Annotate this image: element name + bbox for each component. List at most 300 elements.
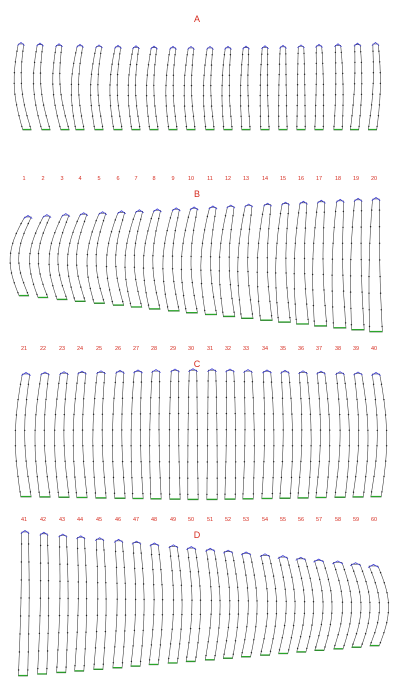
landmark-dot [342, 259, 343, 260]
shape-outline [260, 47, 269, 130]
landmark-dot [322, 258, 323, 259]
landmark-dot [28, 633, 29, 634]
landmark-dot [356, 633, 357, 634]
landmark-dot [135, 95, 136, 96]
landmark-dot [350, 275, 351, 276]
landmark-dot [248, 64, 249, 65]
landmark-dot [347, 476, 348, 477]
landmark-dot [20, 597, 21, 598]
landmark-dot [24, 430, 25, 431]
landmark-dot [381, 491, 382, 492]
landmark-dot [194, 295, 195, 296]
landmark-dot [341, 62, 342, 63]
landmark-dot [313, 601, 314, 602]
landmark-dot [316, 63, 317, 64]
landmark-dot [152, 267, 153, 268]
landmark-dot [301, 429, 302, 430]
landmark-dot [142, 568, 143, 569]
landmark-dot [297, 95, 298, 96]
landmark-dot [193, 116, 194, 117]
landmark-dot [210, 75, 211, 76]
landmark-dot [133, 219, 134, 220]
landmark-dot [15, 445, 16, 446]
landmark-dot [149, 445, 150, 446]
shape-number: 40 [370, 346, 378, 352]
shape-outline [34, 45, 51, 130]
landmark-dot [342, 275, 343, 276]
shape-outline [150, 371, 162, 499]
landmark-dot [94, 664, 95, 665]
shape-outline [262, 372, 274, 499]
landmark-dot [249, 229, 250, 230]
landmark-dot [152, 255, 153, 256]
landmark-dot [128, 95, 129, 96]
landmark-dot [186, 126, 187, 127]
panel-a-label: A [193, 14, 201, 24]
landmark-dot [213, 296, 214, 297]
landmark-dot [131, 54, 132, 55]
landmark-dot [66, 383, 67, 384]
landmark-dot [368, 126, 369, 127]
landmark-dot [278, 126, 279, 127]
landmark-dot [18, 253, 19, 254]
landmark-dot [222, 105, 223, 106]
landmark-dot [113, 53, 114, 54]
landmark-dot [48, 562, 49, 563]
landmark-dot [185, 116, 186, 117]
shape-number: 39 [352, 346, 360, 352]
landmark-dot [323, 126, 324, 127]
landmark-dot [342, 73, 343, 74]
landmark-dot [158, 659, 159, 660]
landmark-dot [40, 243, 41, 244]
landmark-dot [342, 612, 343, 613]
landmark-dot [25, 414, 26, 415]
landmark-dot [39, 615, 40, 616]
landmark-dot [160, 569, 161, 570]
landmark-dot [79, 105, 80, 106]
landmark-dot [294, 273, 295, 274]
shape-number: 1 [22, 176, 26, 182]
landmark-dot [65, 666, 66, 667]
landmark-dot [201, 256, 202, 257]
landmark-dot [388, 612, 389, 613]
landmark-dot [276, 243, 277, 244]
landmark-dot [288, 564, 289, 565]
landmark-dot [280, 213, 281, 214]
landmark-dot [162, 599, 163, 600]
landmark-dot [66, 649, 67, 650]
landmark-dot [328, 414, 329, 415]
landmark-dot [275, 626, 276, 627]
landmark-dot [341, 52, 342, 53]
landmark-dot [195, 217, 196, 218]
landmark-dot [312, 274, 313, 275]
landmark-dot [211, 105, 212, 106]
landmark-dot [313, 243, 314, 244]
landmark-dot [105, 598, 106, 599]
shape-outline [147, 48, 159, 130]
landmark-dot [40, 126, 41, 127]
landmark-dot [184, 105, 185, 106]
landmark-dot [338, 461, 339, 462]
landmark-dot [267, 95, 268, 96]
landmark-dot [173, 64, 174, 65]
landmark-dot [225, 560, 226, 561]
shape-outline [110, 47, 122, 130]
landmark-dot [315, 115, 316, 116]
landmark-dot [267, 74, 268, 75]
landmark-dot [264, 575, 265, 576]
landmark-dot [273, 429, 274, 430]
landmark-dot [235, 461, 236, 462]
landmark-dot [244, 461, 245, 462]
landmark-dot [131, 429, 132, 430]
landmark-dot [276, 302, 277, 303]
landmark-dot [181, 599, 182, 600]
landmark-dot [188, 642, 189, 643]
shape-outline [131, 372, 143, 499]
landmark-dot [272, 477, 273, 478]
landmark-dot [304, 63, 305, 64]
landmark-dot [202, 243, 203, 244]
landmark-dot [36, 294, 37, 295]
landmark-dot [240, 105, 241, 106]
landmark-dot [149, 461, 150, 462]
shape-outline [75, 537, 87, 671]
landmark-dot [320, 445, 321, 446]
landmark-dot [104, 477, 105, 478]
landmark-dot [211, 243, 212, 244]
landmark-dot [357, 461, 358, 462]
landmark-dot [40, 83, 41, 84]
landmark-dot [77, 615, 78, 616]
landmark-dot [257, 257, 258, 258]
landmark-dot [252, 381, 253, 382]
landmark-dot [93, 299, 94, 300]
landmark-dot [28, 561, 29, 562]
landmark-dot [220, 298, 221, 299]
shape-outline [225, 371, 236, 500]
landmark-dot [305, 227, 306, 228]
landmark-dot [103, 299, 104, 300]
landmark-dot [68, 126, 69, 127]
landmark-dot [363, 324, 364, 325]
landmark-dot [326, 492, 327, 493]
landmark-dot [59, 598, 60, 599]
shape-outline [10, 217, 31, 296]
landmark-dot [115, 266, 116, 267]
landmark-dot [173, 599, 174, 600]
landmark-dot [69, 243, 70, 244]
landmark-dot [222, 75, 223, 76]
landmark-dot [97, 277, 98, 278]
landmark-dot [304, 243, 305, 244]
landmark-dot [254, 461, 255, 462]
landmark-dot [192, 54, 193, 55]
shape-outline [313, 202, 327, 326]
landmark-dot [340, 623, 341, 624]
landmark-dot [143, 583, 144, 584]
landmark-dot [28, 543, 29, 544]
landmark-dot [219, 256, 220, 257]
landmark-dot [230, 284, 231, 285]
landmark-dot [85, 565, 86, 566]
landmark-dot [102, 398, 103, 399]
landmark-dot [26, 399, 27, 400]
landmark-dot [73, 461, 74, 462]
landmark-dot [140, 303, 141, 304]
landmark-dot [339, 414, 340, 415]
landmark-dot [89, 243, 90, 244]
landmark-dot [134, 630, 135, 631]
landmark-dot [337, 476, 338, 477]
landmark-dot [379, 276, 380, 277]
landmark-dot [54, 445, 55, 446]
landmark-dot [158, 413, 159, 414]
landmark-dot [225, 477, 226, 478]
landmark-dot [342, 94, 343, 95]
landmark-dot [111, 63, 112, 64]
landmark-dot [235, 413, 236, 414]
landmark-dot [128, 105, 129, 106]
landmark-dot [91, 105, 92, 106]
landmark-dot [368, 293, 369, 294]
shape-outline [107, 212, 125, 305]
landmark-dot [225, 461, 226, 462]
shape-outline [276, 204, 291, 323]
landmark-dot [153, 243, 154, 244]
landmark-dot [381, 384, 382, 385]
landmark-dot [20, 243, 21, 244]
landmark-dot [161, 629, 162, 630]
landmark-dot [240, 74, 241, 75]
landmark-dot [87, 277, 88, 278]
shape-number: 34 [261, 346, 269, 352]
landmark-dot [153, 85, 154, 86]
landmark-dot [297, 105, 298, 106]
landmark-dot [291, 413, 292, 414]
landmark-dot [319, 461, 320, 462]
shape-number: 3 [60, 176, 64, 182]
landmark-dot [172, 629, 173, 630]
landmark-dot [164, 243, 165, 244]
shape-number: 49 [169, 517, 177, 523]
landmark-dot [103, 664, 104, 665]
landmark-dot [386, 430, 387, 431]
landmark-dot [73, 445, 74, 446]
landmark-dot [18, 669, 19, 670]
landmark-dot [304, 74, 305, 75]
landmark-dot [53, 62, 54, 63]
landmark-dot [242, 493, 243, 494]
landmark-dot [273, 413, 274, 414]
landmark-dot [124, 630, 125, 631]
landmark-dot [379, 259, 380, 260]
shape-number: 60 [370, 517, 378, 523]
landmark-dot [107, 278, 108, 279]
landmark-dot [384, 582, 385, 583]
landmark-dot [285, 258, 286, 259]
landmark-dot [335, 73, 336, 74]
shape-number: 27 [132, 346, 140, 352]
landmark-dot [248, 285, 249, 286]
landmark-dot [275, 287, 276, 288]
landmark-dot [232, 215, 233, 216]
shape-number: 26 [114, 346, 122, 352]
landmark-dot [96, 220, 97, 221]
landmark-dot [286, 105, 287, 106]
landmark-dot [310, 445, 311, 446]
landmark-dot [202, 296, 203, 297]
landmark-dot [310, 578, 311, 579]
landmark-dot [153, 599, 154, 600]
landmark-dot [10, 253, 11, 254]
landmark-dot [278, 228, 279, 229]
landmark-dot [342, 243, 343, 244]
landmark-dot [249, 116, 250, 117]
landmark-dot [376, 126, 377, 127]
landmark-dot [45, 399, 46, 400]
landmark-dot [54, 105, 55, 106]
landmark-dot [52, 73, 53, 74]
landmark-dot [30, 491, 31, 492]
landmark-dot [310, 461, 311, 462]
landmark-dot [210, 586, 211, 587]
landmark-dot [361, 72, 362, 73]
landmark-dot [177, 217, 178, 218]
landmark-dot [203, 75, 204, 76]
landmark-dot [283, 577, 284, 578]
landmark-dot [135, 599, 136, 600]
landmark-dot [250, 299, 251, 300]
landmark-dot [376, 445, 377, 446]
landmark-dot [229, 613, 230, 614]
landmark-dot [331, 613, 332, 614]
landmark-dot [370, 226, 371, 227]
landmark-dot [258, 243, 259, 244]
landmark-dot [27, 476, 28, 477]
landmark-dot [159, 304, 160, 305]
landmark-dot [304, 95, 305, 96]
panel-b-numbers [21, 346, 377, 352]
shape-outline [55, 373, 70, 497]
landmark-dot [59, 546, 60, 547]
landmark-dot [358, 445, 359, 446]
landmark-dot [353, 571, 354, 572]
landmark-dot [347, 580, 348, 581]
landmark-dot [348, 461, 349, 462]
landmark-dot [92, 63, 93, 64]
landmark-dot [122, 662, 123, 663]
landmark-dot [56, 398, 57, 399]
landmark-dot [313, 613, 314, 614]
shape-outline [201, 208, 217, 315]
landmark-dot [155, 230, 156, 231]
landmark-dot [247, 587, 248, 588]
landmark-dot [179, 477, 180, 478]
landmark-dot [136, 105, 137, 106]
landmark-dot [212, 116, 213, 117]
landmark-dot [298, 492, 299, 493]
landmark-dot [240, 95, 241, 96]
landmark-dot [211, 283, 212, 284]
landmark-dot [349, 430, 350, 431]
landmark-dot [323, 84, 324, 85]
landmark-dot [114, 646, 115, 647]
landmark-dot [167, 306, 168, 307]
landmark-dot [299, 477, 300, 478]
landmark-dot [165, 85, 166, 86]
landmark-dot [260, 126, 261, 127]
landmark-dot [329, 461, 330, 462]
landmark-dot [188, 413, 189, 414]
landmark-dot [143, 267, 144, 268]
shape-outline [297, 47, 305, 131]
shape-outline [371, 374, 387, 497]
landmark-dot [92, 115, 93, 116]
landmark-dot [262, 563, 263, 564]
landmark-dot [227, 573, 228, 574]
landmark-dot [40, 598, 41, 599]
landmark-dot [90, 95, 91, 96]
landmark-dot [170, 555, 171, 556]
landmark-dot [351, 612, 352, 613]
landmark-dot [323, 243, 324, 244]
landmark-dot [316, 52, 317, 53]
landmark-dot [339, 445, 340, 446]
landmark-dot [71, 105, 72, 106]
landmark-dot [21, 561, 22, 562]
landmark-dot [27, 292, 28, 293]
landmark-dot [290, 398, 291, 399]
landmark-dot [215, 310, 216, 311]
landmark-dot [312, 289, 313, 290]
landmark-dot [365, 581, 366, 582]
landmark-dot [348, 414, 349, 415]
landmark-dot [191, 85, 192, 86]
landmark-dot [197, 461, 198, 462]
landmark-dot [43, 104, 44, 105]
landmark-dot [173, 95, 174, 96]
landmark-dot [98, 105, 99, 106]
landmark-dot [165, 95, 166, 96]
shape-number: 13 [242, 176, 250, 182]
landmark-dot [94, 398, 95, 399]
landmark-dot [178, 461, 179, 462]
landmark-dot [131, 413, 132, 414]
landmark-dot [379, 602, 380, 603]
landmark-dot [38, 492, 39, 493]
shape-number: 55 [279, 517, 287, 523]
landmark-dot [161, 584, 162, 585]
landmark-dot [192, 282, 193, 283]
shape-number: 20 [370, 176, 378, 182]
landmark-dot [199, 585, 200, 586]
landmark-dot [125, 599, 126, 600]
landmark-dot [63, 445, 64, 446]
landmark-dot [351, 324, 352, 325]
landmark-dot [195, 656, 196, 657]
landmark-dot [235, 445, 236, 446]
landmark-dot [217, 461, 218, 462]
shape-number: 57 [315, 517, 323, 523]
landmark-dot [342, 602, 343, 603]
landmark-dot [159, 381, 160, 382]
landmark-dot [169, 477, 170, 478]
shape-outline [219, 207, 235, 317]
landmark-dot [118, 105, 119, 106]
